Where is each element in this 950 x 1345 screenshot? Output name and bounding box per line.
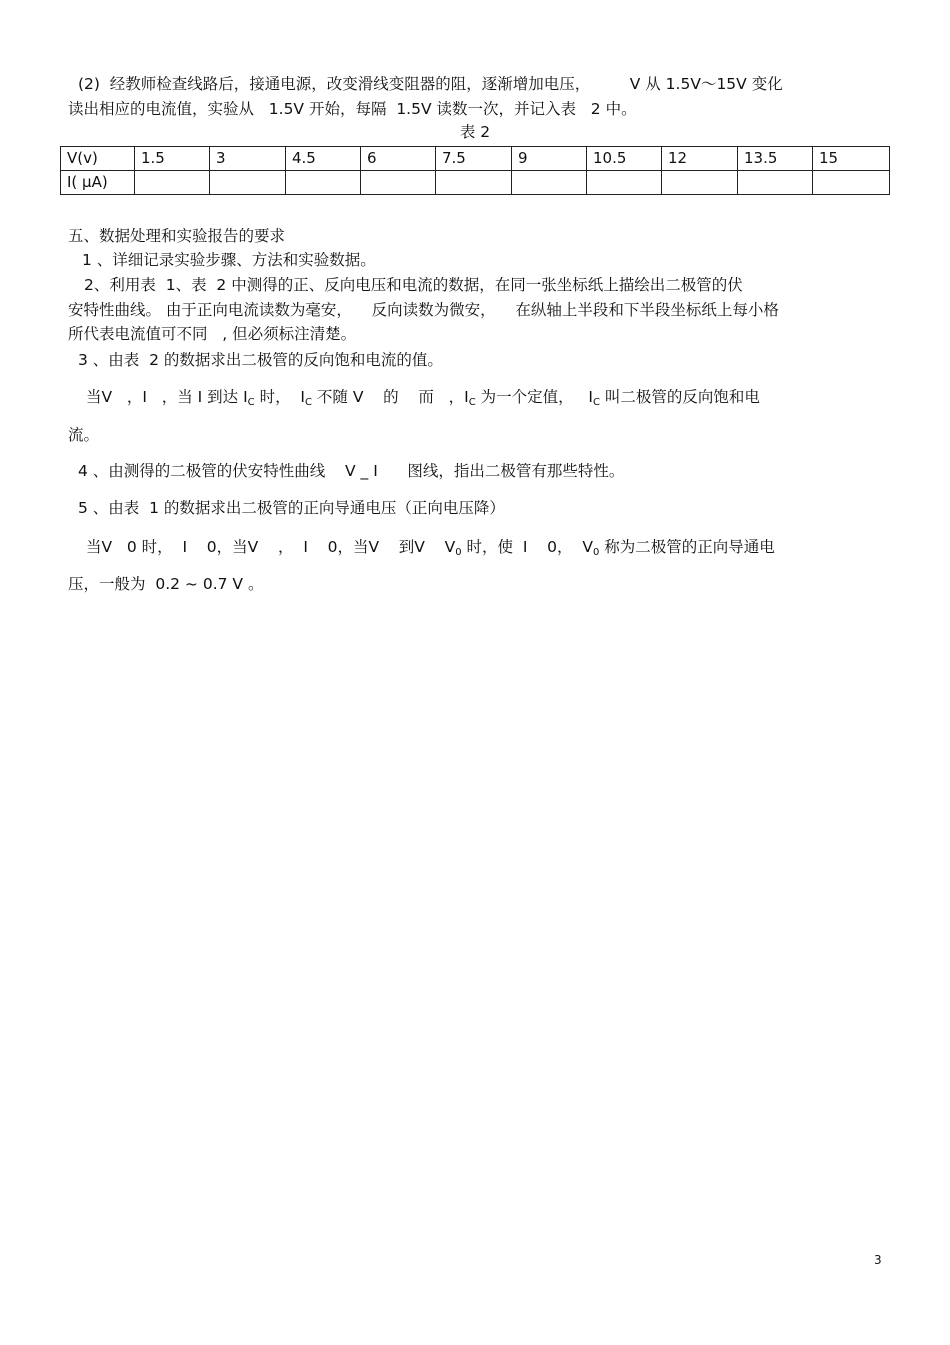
table-cell-empty bbox=[135, 171, 210, 195]
item5: 5 、由表 1 的数据求出二极管的正向导通电压（正向电压降） bbox=[78, 499, 505, 517]
table-row-voltage bbox=[61, 147, 890, 171]
table-cell-empty bbox=[512, 171, 587, 195]
table-cell-empty bbox=[436, 171, 512, 195]
table-cell-empty bbox=[587, 171, 662, 195]
table-cell-empty bbox=[361, 171, 436, 195]
table-cell: 10.5 bbox=[587, 147, 662, 171]
table-cell: 3 bbox=[210, 147, 286, 171]
page-number: 3 bbox=[874, 1253, 882, 1267]
table-cell: 13.5 bbox=[738, 147, 813, 171]
item2-line1: 2、利用表 1、表 2 中测得的正、反向电压和电流的数据，在同一张坐标纸上描绘出二极管的伏 bbox=[84, 276, 743, 294]
table-cell-empty bbox=[286, 171, 361, 195]
table2-caption: 表 2 bbox=[459, 123, 491, 141]
table-cell-empty bbox=[813, 171, 890, 195]
table2 bbox=[60, 146, 890, 195]
item4: 4 、由测得的二极管的伏安特性曲线 V _ I 图线，指出二极管有那些特性。 bbox=[78, 462, 625, 480]
table-cell: 12 bbox=[662, 147, 738, 171]
table-header-voltage: V(v) bbox=[61, 147, 135, 171]
table-cell-empty bbox=[210, 171, 286, 195]
item3-explanation-line2: 流。 bbox=[68, 426, 100, 444]
table-cell: 15 bbox=[813, 147, 890, 171]
table-cell: 7.5 bbox=[436, 147, 512, 171]
step2-line2: 读出相应的电流值，实验从 1.5V 开始，每隔 1.5V 读数一次，并记入表 2 中。 bbox=[68, 100, 637, 118]
item2-line2: 安特性曲线。 由于正向电流读数为毫安， 反向读数为微安， 在纵轴上半段和下半段坐标纸上每小格 bbox=[68, 301, 779, 319]
table-cell: 1.5 bbox=[135, 147, 210, 171]
section5-heading: 五、数据处理和实验报告的要求 bbox=[68, 227, 286, 245]
item5-explanation-line1: 当V 0 时， I 0，当V ， I 0，当V 到V $V_0$ 时，使 I 0， $V_0$ 称为二极管的正向导通电 bbox=[86, 538, 775, 558]
step2-line1: (2) 经教师检查线路后，接通电源，改变滑线变阻器的阻，逐渐增加电压， V 从 1.5V～15V 变化 bbox=[78, 75, 783, 93]
item3: 3 、由表 2 的数据求出二极管的反向饱和电流的值。 bbox=[78, 351, 443, 369]
table-row-current bbox=[61, 171, 890, 195]
item5-explanation-line2: 压，一般为 0.2 ~ 0.7 V 。 bbox=[68, 575, 264, 593]
table-cell: 4.5 bbox=[286, 147, 361, 171]
item1: 1 、详细记录实验步骤、方法和实验数据。 bbox=[82, 251, 376, 269]
item2-line3: 所代表电流值可不同 , 但必须标注清楚。 bbox=[68, 325, 357, 343]
table-cell-empty bbox=[662, 171, 738, 195]
table-cell: 6 bbox=[361, 147, 436, 171]
table-cell-empty bbox=[738, 171, 813, 195]
table-header-current: I( μA) bbox=[61, 171, 135, 195]
item3-explanation-line1: 当V ，I ，当 I 到达 $I_C$ 时， $I_C$ 不随 V 的 而 ，$I_C$ 为一个定值， $I_C$ 叫二极管的反向饱和电 bbox=[86, 388, 760, 408]
table-cell: 9 bbox=[512, 147, 587, 171]
